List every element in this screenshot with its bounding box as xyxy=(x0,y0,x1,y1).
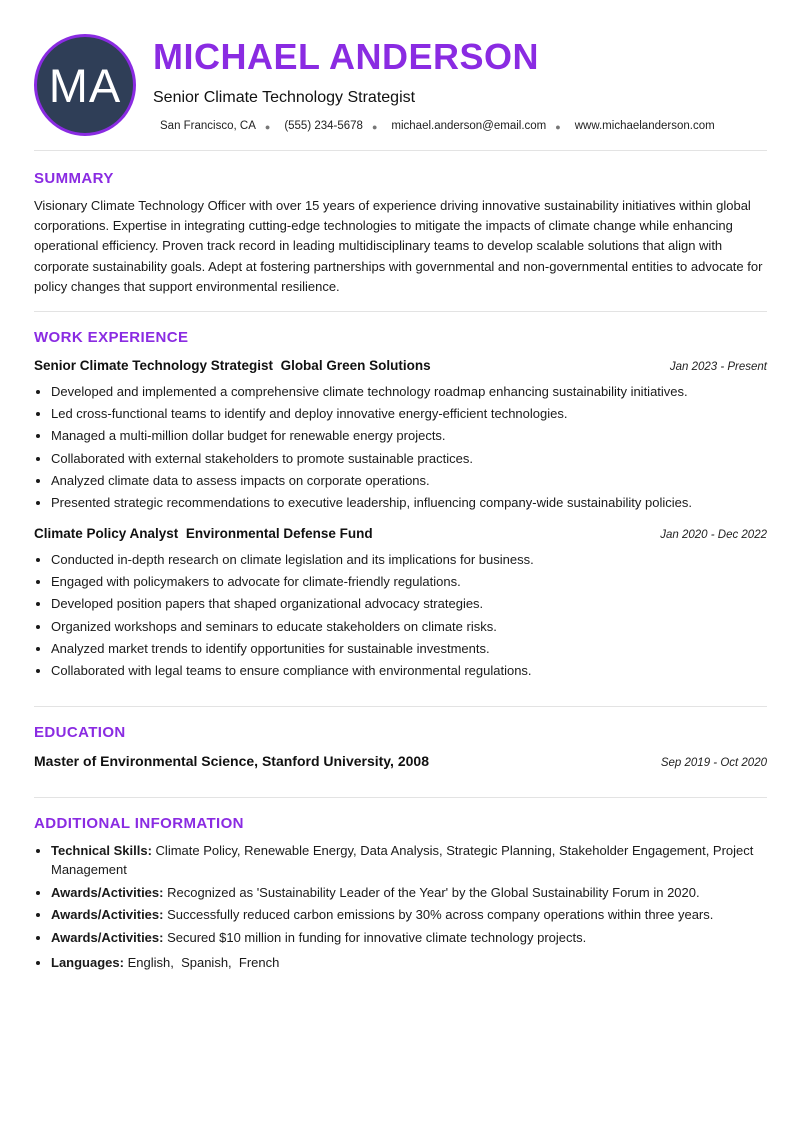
list-item xyxy=(51,883,784,902)
list-item: • Collaborated with legal teams to ensure compliance with environmental regulations. xyxy=(51,660,784,682)
separator-dot: ● xyxy=(264,122,271,132)
job-company: Global Green Solutions xyxy=(280,358,431,373)
divider xyxy=(34,150,767,151)
additional-info-list xyxy=(34,841,784,975)
info-label: Technical Skills: xyxy=(51,843,152,858)
job-dates: Jan 2023 - Present xyxy=(669,361,767,373)
education-entry xyxy=(34,753,767,769)
info-text: English, Spanish, French xyxy=(127,954,280,970)
resume-page xyxy=(34,0,767,1130)
list-item xyxy=(51,905,784,924)
job-title-company xyxy=(34,358,431,373)
list-item: • Engaged with policymakers to advocate for climate-friendly regulations. xyxy=(51,571,784,593)
summary-heading: SUMMARY xyxy=(34,170,114,187)
education-heading: EDUCATION xyxy=(34,724,126,741)
contact-phone: (555) 234-5678 xyxy=(284,120,363,132)
avatar-initials: MA xyxy=(48,58,122,112)
info-text: Climate Policy, Renewable Energy, Data Analysis, Strategic Planning, Stakeholder Engagement, Project Management xyxy=(51,843,754,877)
job-header xyxy=(34,358,767,373)
education-dates: Sep 2019 - Oct 2020 xyxy=(660,757,767,769)
contact-email[interactable]: michael.anderson@email.com xyxy=(391,120,547,132)
job-dates: Jan 2020 - Dec 2022 xyxy=(660,529,767,541)
work-experience-heading: WORK EXPERIENCE xyxy=(34,329,189,346)
job-bullets xyxy=(34,549,784,682)
divider xyxy=(34,311,767,312)
contact-website[interactable]: www.michaelanderson.com xyxy=(574,120,715,132)
info-text: Secured $10 million in funding for innovative climate technology projects. xyxy=(167,929,587,945)
info-label: Awards/Activities: xyxy=(51,929,164,945)
avatar xyxy=(34,34,136,136)
info-label: Languages: xyxy=(51,954,124,970)
job-role: Senior Climate Technology Strategist xyxy=(34,358,274,373)
job-role: Climate Policy Analyst xyxy=(34,526,179,541)
job-title-company xyxy=(34,526,373,541)
list-item: • Conducted in-depth research on climate legislation and its implications for business. xyxy=(51,549,784,571)
candidate-title: Senior Climate Technology Strategist xyxy=(153,89,416,106)
list-item: • Managed a multi-million dollar budget for renewable energy projects. xyxy=(51,425,784,447)
list-item: • Analyzed climate data to assess impacts on corporate operations. xyxy=(51,470,784,492)
separator-dot: ● xyxy=(371,122,378,132)
degree: Master of Environmental Science, Stanford University, 2008 xyxy=(34,753,429,769)
job-company: Environmental Defense Fund xyxy=(185,526,373,541)
candidate-name: MICHAEL ANDERSON xyxy=(153,36,540,77)
list-item xyxy=(51,928,784,947)
divider xyxy=(34,706,767,707)
divider xyxy=(34,797,767,798)
info-label: Awards/Activities: xyxy=(51,907,164,922)
list-item: • Led cross-functional teams to identify and deploy innovative energy-efficient technologies. xyxy=(51,403,784,425)
list-item: • Developed position papers that shaped organizational advocacy strategies. xyxy=(51,593,784,615)
list-item xyxy=(51,841,784,879)
additional-info-heading: ADDITIONAL INFORMATION xyxy=(34,815,244,832)
separator-dot: ● xyxy=(555,122,561,132)
job-bullets xyxy=(34,381,784,514)
list-item: • Presented strategic recommendations to executive leadership, influencing company-wide sustainability policies. xyxy=(51,492,784,514)
list-item: • Organized workshops and seminars to educate stakeholders on climate risks. xyxy=(51,616,784,638)
list-item: • Analyzed market trends to identify opportunities for sustainable investments. xyxy=(51,638,784,660)
contact-bar xyxy=(160,120,715,132)
job-header xyxy=(34,526,767,541)
info-text: Successfully reduced carbon emissions by 30% across company operations within three years. xyxy=(167,907,714,922)
summary-text: Visionary Climate Technology Officer with over 15 years of experience driving innovative sustainability initiatives within global corporations. Expertise in integrating cutting-edge technologies to mitigate the impacts of climate change while enhancing operational efficiency. Proven track record in leading multidisciplinary teams to develop scalable solutions that align with corporate sustainability goals. Adept at fostering partnerships with governmental and non-governmental entities to advocate for policy changes that support environmental resilience. xyxy=(34,198,763,294)
list-item: • Developed and implemented a comprehensive climate technology roadmap enhancing sustainability initiatives. xyxy=(51,381,784,403)
info-label: Awards/Activities: xyxy=(51,884,164,900)
list-item xyxy=(51,953,784,972)
contact-location: San Francisco, CA xyxy=(160,120,256,132)
list-item: • Collaborated with external stakeholders to promote sustainable practices. xyxy=(51,448,784,470)
info-text: Recognized as 'Sustainability Leader of the Year' by the Global Sustainability Forum in 2020. xyxy=(167,884,700,900)
